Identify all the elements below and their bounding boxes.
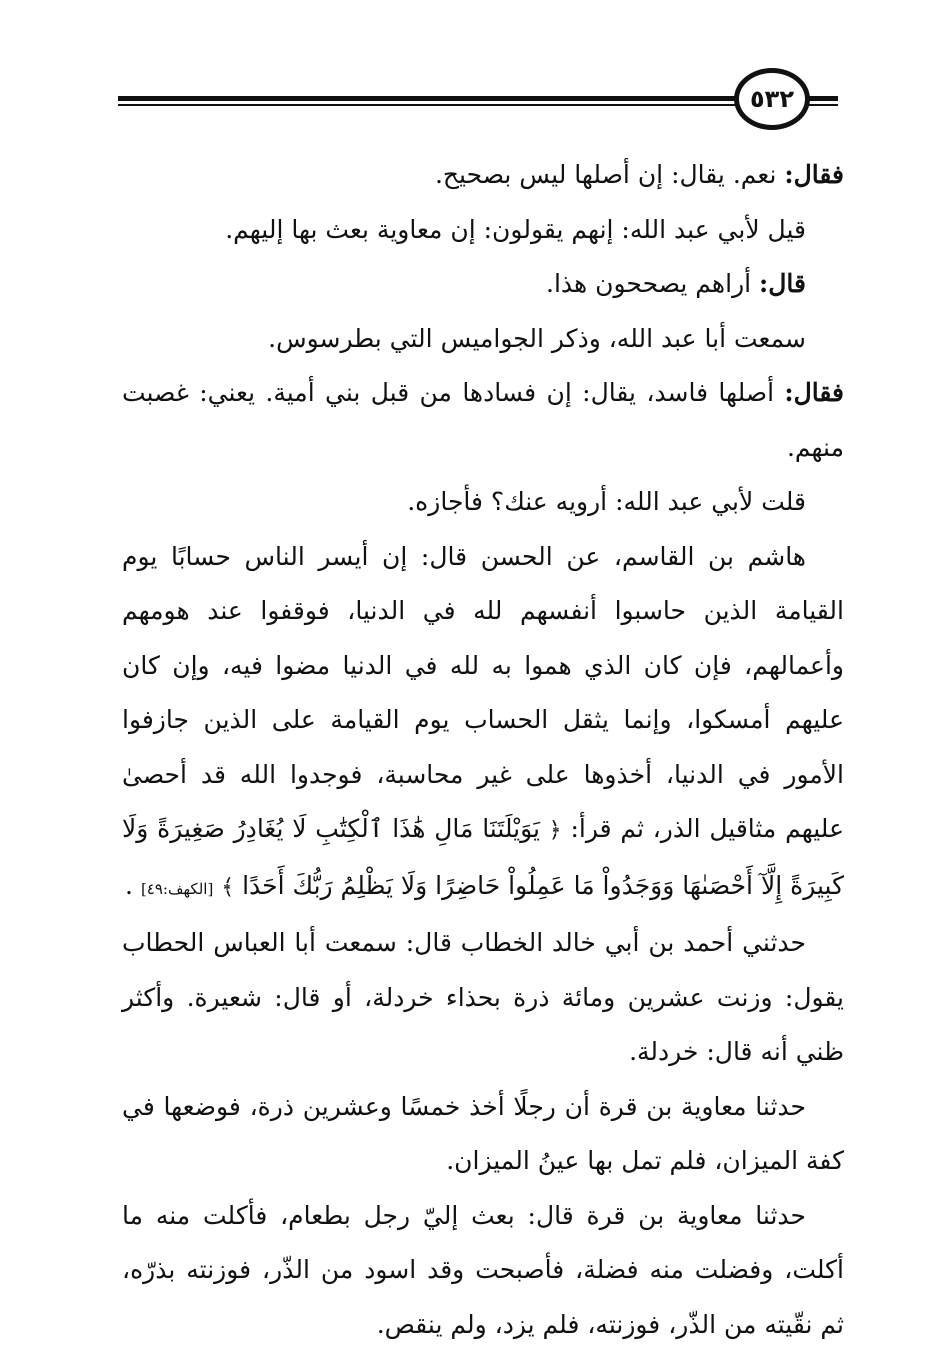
header-rule-right — [808, 96, 838, 101]
speaker-label: فقال: — [784, 160, 844, 189]
paragraph-text: أراهم يصححون هذا. — [546, 269, 760, 298]
page-number-badge — [734, 68, 810, 130]
quran-citation: [الكهف:٤٩] — [140, 879, 214, 898]
paragraph-text: أصلها فاسد، يقال: إن فسادها من قبل بني أمية. يعني: غصبت منهم. — [122, 378, 844, 462]
paragraph-text: قلت لأبي عبد الله: أرويه عنك؟ فأجازه. — [407, 487, 806, 516]
paragraph-end: . — [125, 870, 141, 900]
page-number: ٥٣٢ — [750, 85, 794, 113]
paragraph-text: حدثني أحمد بن أبي خالد الخطاب قال: سمعت أبا العباس الحطاب يقول: وزنت عشرين ومائة ذرة بحذاء خردلة، أو قال: شعيرة. وأكثر ظني أنه قال: خردلة. — [122, 928, 844, 1066]
quran-verse: يَوَيْلَتَنَا مَالِ هَٰذَا ٱلْكِتَٰبِ لَا يُغَادِرُ صَغِيرَةً وَلَا كَبِيرَةً إِلَّآ أَحْصَىٰهَا وَوَجَدُواْ مَا عَمِلُواْ حَاضِرًا وَلَا يَظْلِمُ رَبُّكَ أَحَدًا — [122, 814, 844, 900]
header-rule-thin — [118, 104, 738, 106]
paragraph-1 — [122, 148, 844, 203]
speaker-label: فقال: — [784, 378, 844, 407]
paragraph-text: قيل لأبي عبد الله: إنهم يقولون: إن معاوية بعث بها إليهم. — [225, 214, 806, 244]
paragraph-text: هاشم بن القاسم، عن الحسن قال: إن أيسر الناس حسابًا يوم القيامة الذين حاسبوا أنفسهم لله في الدنيا، فوقفوا عند هومهم وأعمالهم، فإن كان الذي هموا به لله في الدنيا مضوا فيه، وإن كان عليهم أمسكوا، وإنما يثقل الحساب يوم القيامة على الذين جازفوا الأمور في الدنيا، أخذوها على غير محاسبة، فوجدوا الله قد أحصىٰ عليهم مثاقيل الذر، ثم قرأ: — [122, 541, 844, 843]
paragraph-10 — [122, 1189, 844, 1352]
paragraph-3 — [122, 257, 844, 312]
paragraph-text: نعم. يقال: إن أصلها ليس بصحيح. — [434, 160, 785, 189]
paragraph-7 — [122, 530, 844, 917]
paragraph-6 — [122, 475, 844, 530]
paragraph-text: حدثنا معاوية بن قرة أن رجلًا أخذ خمسًا وعشرين ذرة، فوضعها في كفة الميزان، فلم تمل بها عينُ الميزان. — [122, 1091, 844, 1175]
header-rule — [118, 96, 738, 101]
speaker-label: قال: — [759, 269, 806, 298]
quran-open-bracket: ﴿ — [548, 818, 562, 843]
paragraph-4 — [122, 312, 844, 367]
body-text — [122, 148, 844, 1352]
paragraph-5 — [122, 366, 844, 475]
paragraph-8 — [122, 916, 844, 1080]
paragraph-9 — [122, 1080, 844, 1189]
paragraph-text: سمعت أبا عبد الله، وذكر الجواميس التي بطرسوس. — [268, 323, 806, 353]
paragraph-2 — [122, 203, 844, 258]
quran-close-bracket: ﴾ — [221, 874, 235, 900]
paragraph-text: حدثنا معاوية بن قرة قال: بعث إليّ رجل بطعام، فأكلت منه ما أكلت، وفضلت منه فضلة، فأصبحت وقد اسود من الذّر، فوزنته بذرّه، ثم نقّيته من الذّر، فوزنته، فلم يزد، ولم ينقص. — [122, 1200, 844, 1339]
header-rule-right-thin — [808, 104, 838, 106]
